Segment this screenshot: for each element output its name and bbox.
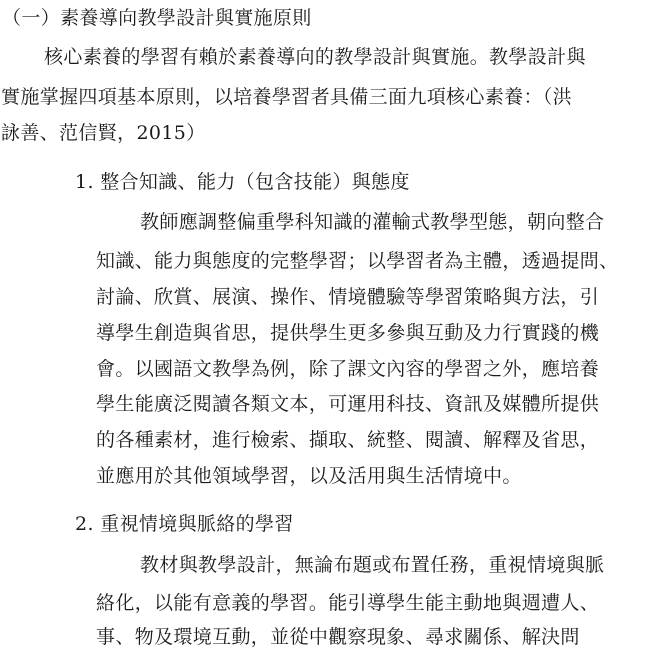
intro-line-3: 詠善、范信賢，2015） [1,122,206,144]
item-1-line-1: 教師應調整偏重學科知識的灌輸式教學型態，朝向整合 [140,211,605,233]
item-2-line-3: 事、物及環境互動，並從中觀察現象、尋求關係、解決問 [96,626,580,648]
item-1-line-2: 知識、能力與態度的完整學習；以學習者為主體，透過提問、 [96,250,619,272]
intro-line-1: 核心素養的學習有賴於素養導向的教學設計與實施。教學設計與 [44,46,586,68]
item-1-title: 1. 整合知識、能力（包含技能）與態度 [75,171,410,193]
item-2-title: 2. 重視情境與脈絡的學習 [75,513,294,535]
section-heading: （一）素養導向教學設計與實施原則 [2,7,312,29]
item-1-line-5: 會。以國語文教學為例，除了課文內容的學習之外，應培養 [96,358,600,380]
item-1-line-6: 學生能廣泛閱讀各類文本，可運用科技、資訊及媒體所提供 [96,393,600,415]
intro-line-2: 實施掌握四項基本原則，以培養學習者具備三面九項核心素養：（洪 [1,86,573,108]
item-2-line-1: 教材與教學設計，無論布題或布置任務，重視情境與脈 [140,554,605,576]
item-1-line-4: 導學生創造與省思，提供學生更多參與互動及力行實踐的機 [96,322,600,344]
item-2-line-2: 絡化，以能有意義的學習。能引導學生能主動地與週遭人、 [96,592,600,614]
item-1-line-3: 討論、欣賞、展演、操作、情境體驗等學習策略與方法，引 [96,286,600,308]
item-1-line-8: 並應用於其他領域學習，以及活用與生活情境中。 [96,465,522,487]
item-1-line-7: 的各種素材，進行檢索、擷取、統整、閱讀、解釋及省思， [96,429,600,451]
